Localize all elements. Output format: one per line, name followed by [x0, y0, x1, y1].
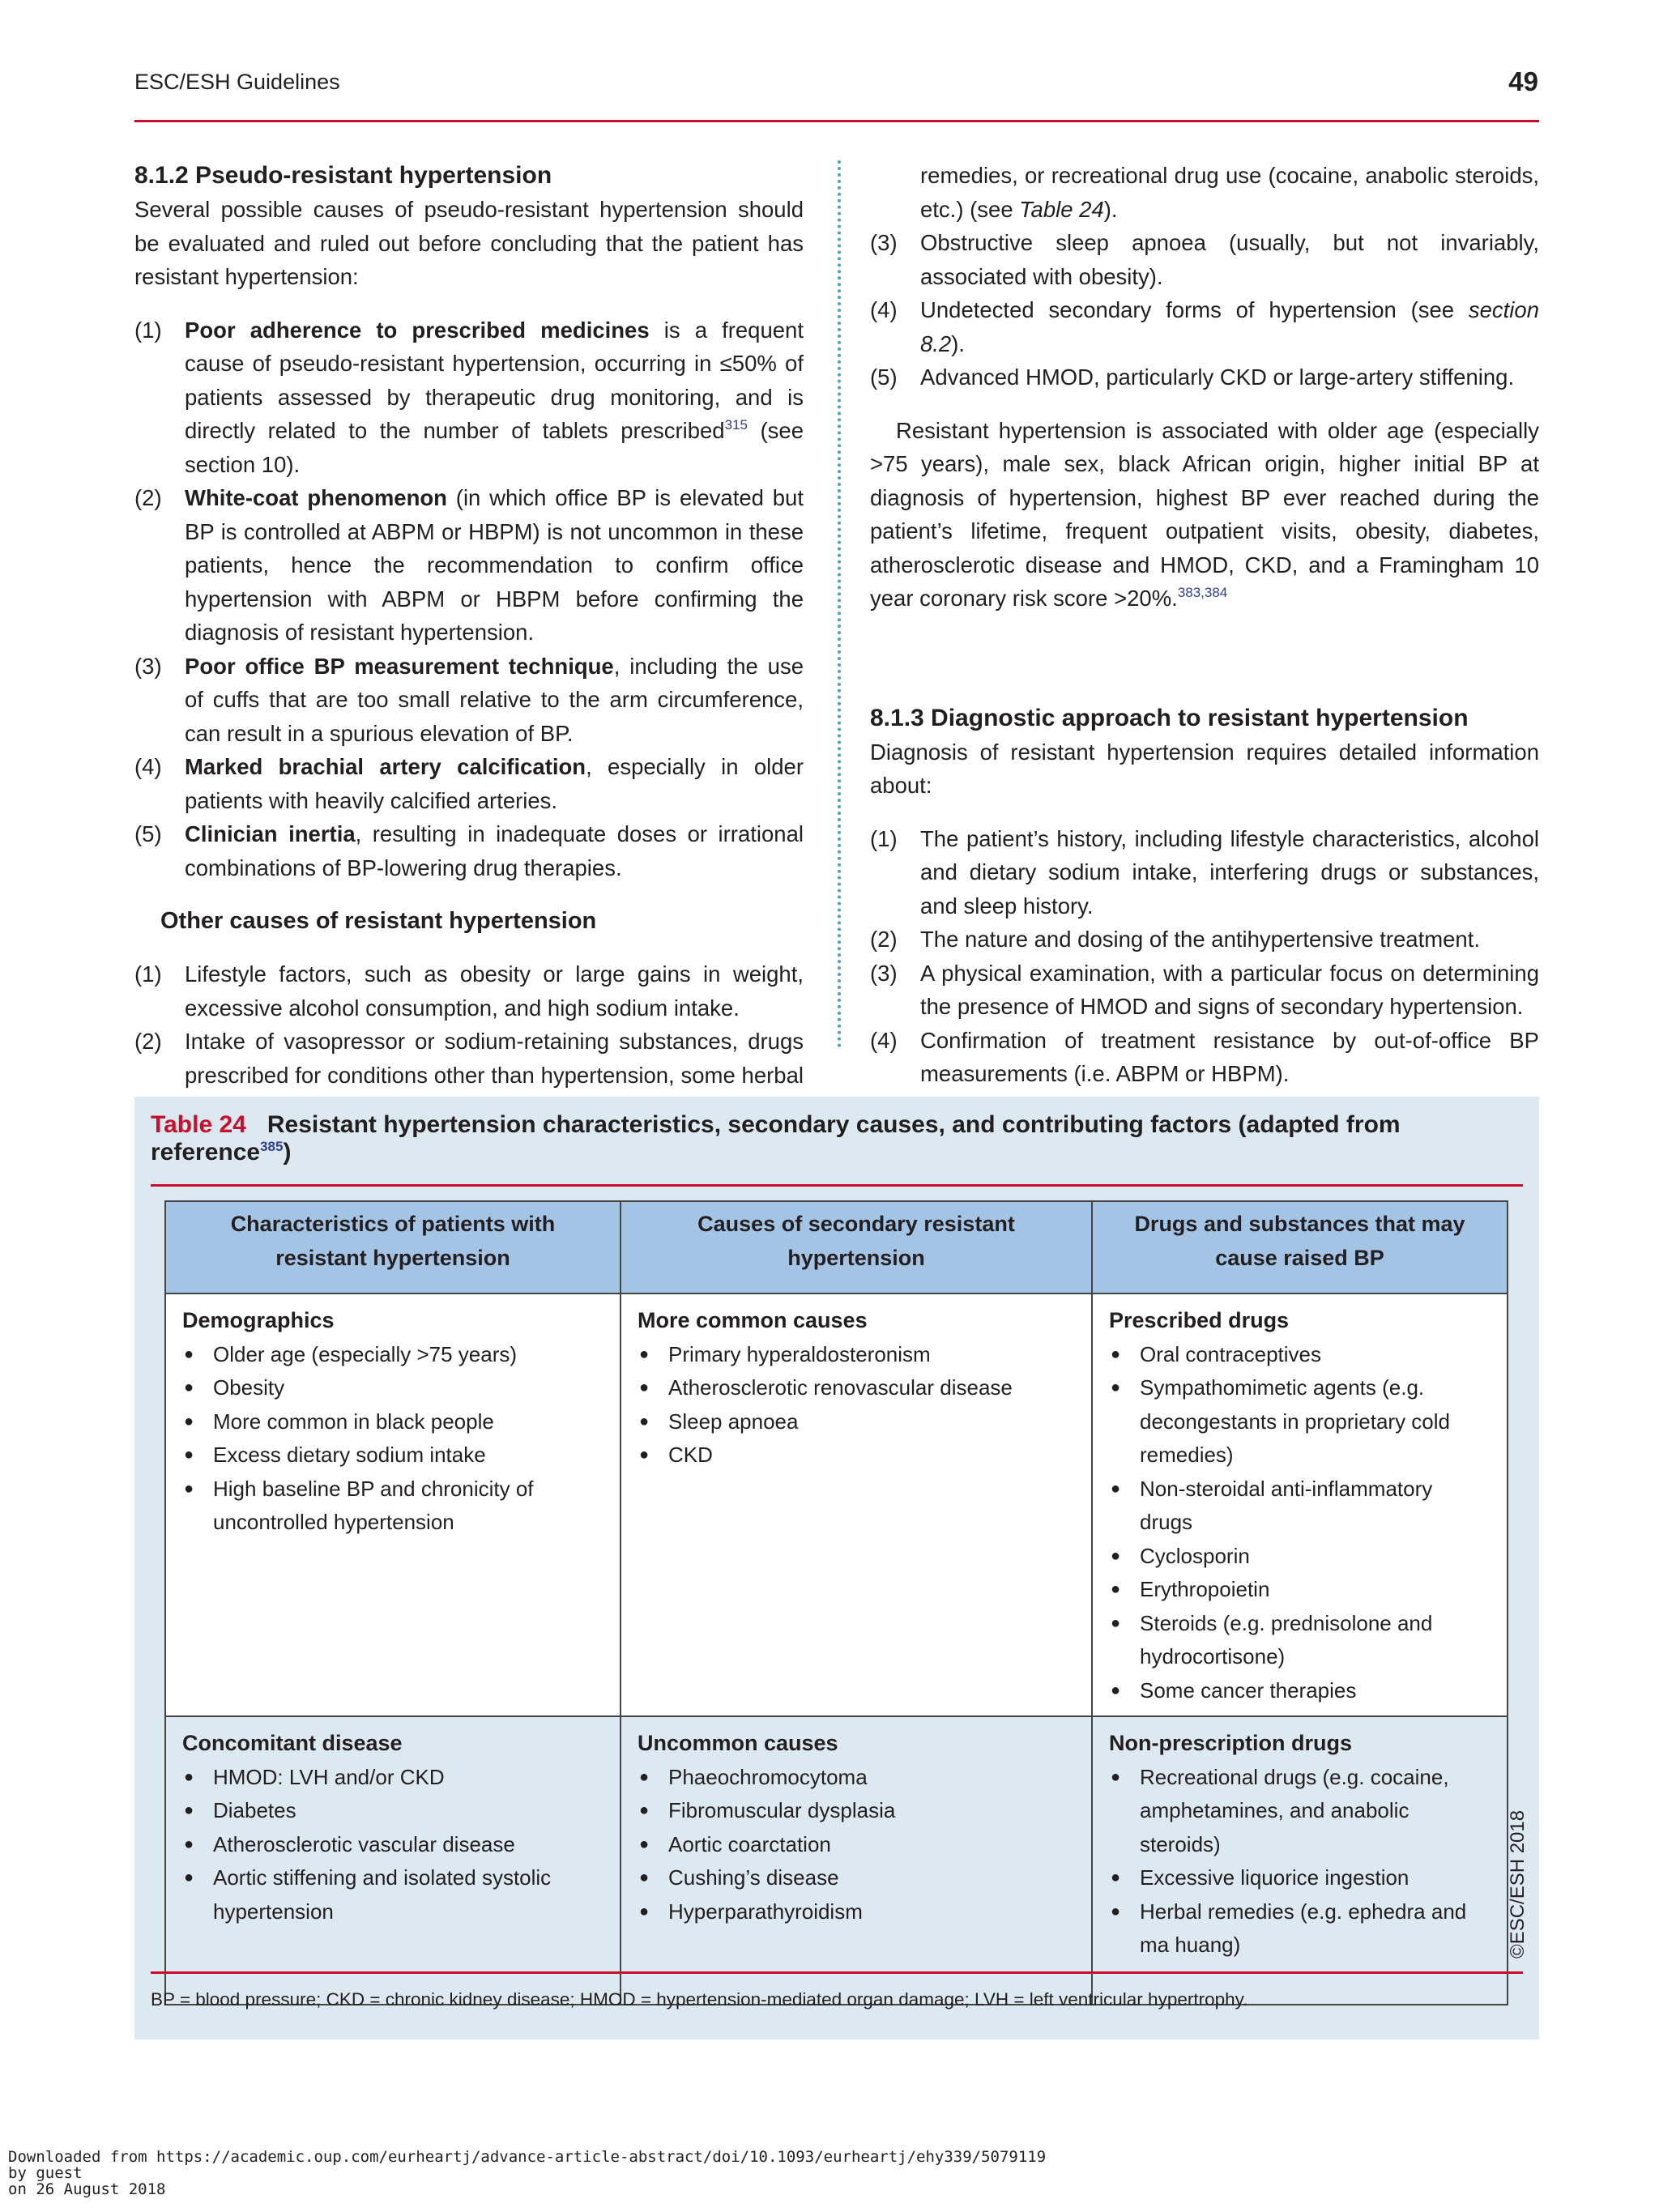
table-cell: Prescribed drugs ● Oral contraceptives ● Sympathomimetic agents (e.g. decongestants in proprietary cold remedies) ● Non-steroidal anti-inflammatory drugs ● Cyclosporin ● Erythropoietin ● Steroids (e.g. prednisolone and hydrocortisone) ● Some cancer therapies [1092, 1294, 1508, 1716]
section-8-2-link[interactable]: section 8.2 [920, 297, 1539, 356]
list-item: (1) Poor adherence to prescribed medicines is a frequent cause of pseudo-resistant hypertension, occurring in ≤50% of patients assessed by therapeutic drug monitoring, and is directly related to the number of tablets prescribed$^{315}$ (see section 10). [134, 317, 804, 477]
list-item: (3) Poor office BP measurement technique, including the use of cuffs that are too small relative to the arm circumference, can result in a spurious elevation of BP. [134, 653, 804, 746]
list-item: ● Excessive liquorice ingestion [1109, 1861, 1491, 1895]
other-causes-title: Other causes of resistant hypertension [160, 908, 597, 934]
table-bottom-rule [151, 1971, 1523, 1974]
column-divider [838, 160, 841, 1048]
list-item: ● High baseline BP and chronicity of uncontrolled hypertension [182, 1473, 603, 1540]
list-item: (5) Advanced HMOD, particularly CKD or large-artery stiffening. [870, 364, 1515, 390]
diagnostic-list [870, 822, 1539, 1091]
list-item: ● Aortic coarctation [638, 1828, 1075, 1862]
column-header: Characteristics of patients with resistant hypertension [165, 1201, 621, 1294]
list-item: (4) Marked brachial artery calcification, especially in older patients with heavily calcified arteries. [134, 754, 804, 813]
page-number: 49 [1508, 66, 1538, 96]
list-item: ● Cushing’s disease [638, 1861, 1075, 1895]
resistant-hypertension-paragraph: Resistant hypertension is associated with older age (especially >75 years), male sex, black African origin, higher initial BP at diagnosis of hypertension, highest BP ever reached during the patient’s lifetime, frequent outpatient visits, obesity, diabetes, atherosclerotic disease and HMOD, CKD, and a Framingham 10 year coronary risk score >20%.$^{383,384}$ [870, 417, 1539, 611]
table-row [165, 1716, 1508, 2005]
table-24-link[interactable]: Table 24 [1019, 196, 1104, 222]
diagnostic-intro: Diagnosis of resistant hypertension requires detailed information about: [870, 739, 1539, 798]
other-causes-list [134, 957, 804, 1092]
table-caption: Table 24 Resistant hypertension characteristics, secondary causes, and contributing factors (adapted from reference$^{385}$) [151, 1111, 1401, 1166]
list-item: ● Sleep apnoea [638, 1405, 1075, 1439]
other-causes-list-continued [870, 226, 1539, 394]
table-24-box [134, 1097, 1539, 2039]
list-item: ● More common in black people [182, 1405, 603, 1439]
right-column [870, 159, 1539, 1091]
list-continuation: remedies, or recreational drug use (cocaine, anabolic steroids, etc.) (see Table 24). [920, 163, 1539, 222]
table-cell: More common causes ● Primary hyperaldosteronism ● Atherosclerotic renovascular disease ● Sleep apnoea ● CKD [621, 1294, 1092, 1716]
list-item: (3) A physical examination, with a particular focus on determining the presence of HMOD and signs of secondary hypertension. [870, 960, 1539, 1019]
table-cell: Demographics ● Older age (especially >75 years) ● Obesity ● More common in black people ● Excess dietary sodium intake ● High baseline BP and chronicity of uncontrolled hypertension [165, 1294, 621, 1716]
list-item: ● Steroids (e.g. prednisolone and hydrocortisone) [1109, 1607, 1491, 1674]
table-cell: Concomitant disease ● HMOD: LVH and/or CKD ● Diabetes ● Atherosclerotic vascular disease ● Aortic stiffening and isolated systolic hypertension [165, 1716, 621, 2005]
list-item: (2) Intake of vasopressor or sodium-retaining substances, drugs prescribed for conditions other than hypertension, some herbal [134, 1029, 804, 1088]
list-item: ● Atherosclerotic renovascular disease [638, 1371, 1075, 1405]
citation-link[interactable]: 315 [724, 417, 748, 433]
download-stamp: Downloaded from https://academic.oup.com/eurheartj/advance-article-abstract/doi/10.1093/eurheartj/ehy339/5079119 by guest on 26 August 2018 [8, 2148, 1047, 2198]
list-item: ● Older age (especially >75 years) [182, 1338, 603, 1372]
section-title-8-1-3: 8.1.3 Diagnostic approach to resistant hypertension [870, 704, 1469, 731]
section-title-8-1-2: 8.1.2 Pseudo-resistant hypertension [134, 162, 552, 189]
list-item: ● Diabetes [182, 1794, 603, 1828]
citation-link[interactable]: 383,384 [1177, 585, 1228, 600]
list-item: ● Oral contraceptives [1109, 1338, 1491, 1372]
list-item: ● Some cancer therapies [1109, 1674, 1491, 1708]
list-item: (1) Lifestyle factors, such as obesity or large gains in weight, excessive alcohol consumption, and high sodium intake. [134, 961, 804, 1021]
list-item: ● Aortic stiffening and isolated systolic hypertension [182, 1861, 603, 1929]
list-item: (3) Obstructive sleep apnoea (usually, but not invariably, associated with obesity). [870, 230, 1539, 289]
list-item: ● Atherosclerotic vascular disease [182, 1828, 603, 1862]
list-item: ● Herbal remedies (e.g. ephedra and ma huang) [1109, 1895, 1491, 1963]
list-item: ● Hyperparathyroidism [638, 1895, 1075, 1929]
list-item: (4) Undetected secondary forms of hypertension (see section 8.2). [870, 297, 1539, 356]
list-item: ● Obesity [182, 1371, 603, 1405]
table-footnote: BP = blood pressure; CKD = chronic kidney disease; HMOD = hypertension-mediated organ damage; LVH = left ventricular hypertrophy. [151, 1989, 1248, 2010]
resistant-hypertension-table [164, 1200, 1508, 2005]
pseudo-resistant-intro: Several possible causes of pseudo-resistant hypertension should be evaluated and ruled out before concluding that the patient has resistant hypertension: [134, 197, 804, 289]
running-title: ESC/ESH Guidelines [134, 70, 340, 94]
header-rule [134, 120, 1539, 122]
list-item: ● Cyclosporin [1109, 1540, 1491, 1574]
list-item: (1) The patient’s history, including lifestyle characteristics, alcohol and dietary sodium intake, interfering drugs or substances, and sleep history. [870, 825, 1539, 918]
list-item: (5) Clinician inertia, resulting in inadequate doses or irrational combinations of BP-lowering drug therapies. [134, 821, 804, 880]
column-header: Causes of secondary resistant hypertension [621, 1201, 1092, 1294]
list-item: ● Fibromuscular dysplasia [638, 1794, 1075, 1828]
list-item: ● Sympathomimetic agents (e.g. decongestants in proprietary cold remedies) [1109, 1371, 1491, 1473]
list-item: ● CKD [638, 1438, 1075, 1473]
citation-link[interactable]: 385 [260, 1139, 284, 1154]
pseudo-resistant-causes-list [134, 313, 804, 885]
list-item: (4) Confirmation of treatment resistance by out-of-office BP measurements (i.e. ABPM or HBPM). [870, 1027, 1539, 1086]
list-item: (2) The nature and dosing of the antihypertensive treatment. [870, 927, 1480, 952]
list-item: ● Erythropoietin [1109, 1573, 1491, 1607]
table-top-rule [151, 1184, 1523, 1187]
copyright-notice: ©ESC/ESH 2018 [1507, 1809, 1529, 1958]
list-item: ● Primary hyperaldosteronism [638, 1338, 1075, 1372]
table-label: Table 24 [151, 1111, 246, 1138]
table-cell: Non-prescription drugs ● Recreational drugs (e.g. cocaine, amphetamines, and anabolic steroids) ● Excessive liquorice ingestion ● Herbal remedies (e.g. ephedra and ma huang) [1092, 1716, 1508, 2005]
table-header-row [165, 1201, 1508, 1294]
table-cell: Uncommon causes ● Phaeochromocytoma ● Fibromuscular dysplasia ● Aortic coarctation ● Cushing’s disease ● Hyperparathyroidism [621, 1716, 1092, 2005]
list-item: ● Non-steroidal anti-inflammatory drugs [1109, 1473, 1491, 1540]
list-item: ● Recreational drugs (e.g. cocaine, amphetamines, and anabolic steroids) [1109, 1761, 1491, 1862]
table-row [165, 1294, 1508, 1716]
list-item: ● HMOD: LVH and/or CKD [182, 1761, 603, 1795]
list-item: ● Phaeochromocytoma [638, 1761, 1075, 1795]
list-item: ● Excess dietary sodium intake [182, 1438, 603, 1473]
list-item: (2) White-coat phenomenon (in which office BP is elevated but BP is controlled at ABPM or HBPM) is not uncommon in these patients, hence the recommendation to confirm office hypertension with ABPM or HBPM before confirming the diagnosis of resistant hypertension. [134, 485, 804, 645]
left-column [134, 159, 804, 1092]
column-header: Drugs and substances that may cause raised BP [1092, 1201, 1508, 1294]
